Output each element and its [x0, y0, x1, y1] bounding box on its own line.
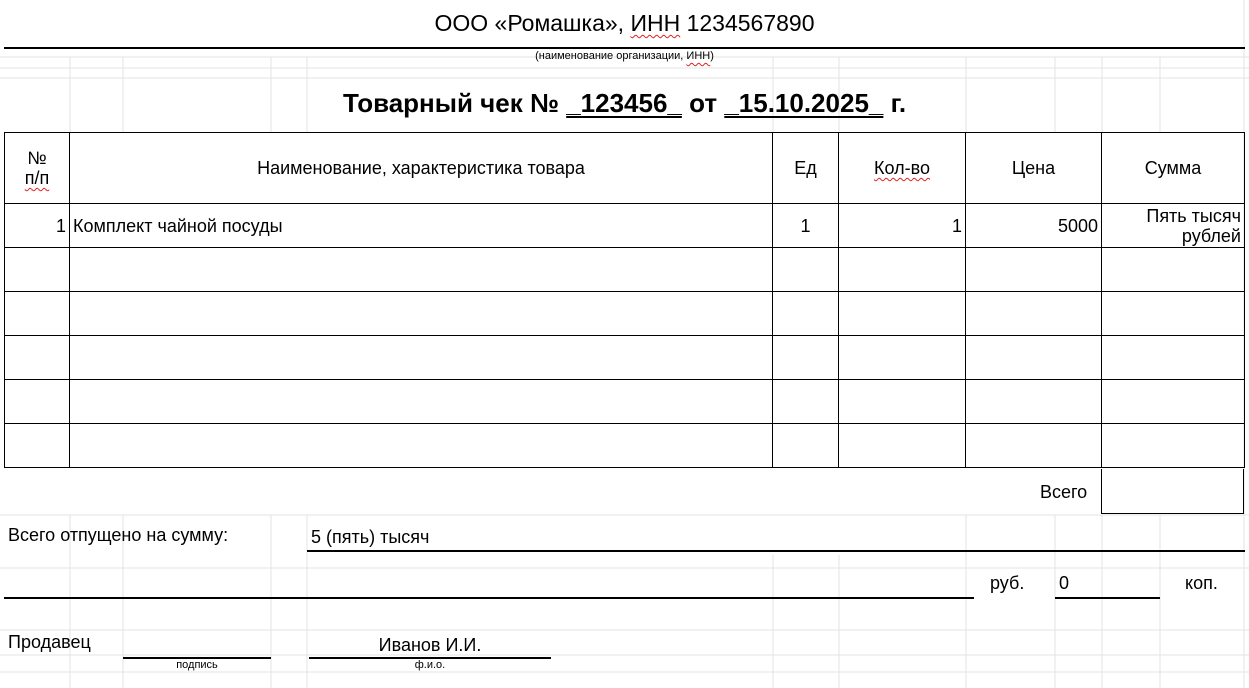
organization-underline: [4, 47, 1245, 49]
organization-inn-value: 1234567890: [680, 10, 815, 36]
row-price[interactable]: [966, 380, 1102, 424]
row-price[interactable]: [966, 292, 1102, 336]
row-num[interactable]: [5, 380, 70, 424]
row-name[interactable]: [70, 292, 773, 336]
released-label: Всего отпущено на сумму:: [8, 525, 229, 545]
released-value-underline: [307, 550, 1245, 552]
total-label: Всего: [1040, 482, 1088, 502]
organization-caption-prefix: (наименование организации,: [535, 50, 687, 62]
row-num[interactable]: [5, 248, 70, 292]
table-row: [5, 292, 1245, 336]
receipt-title-prefix: Товарный чек №: [342, 88, 559, 118]
row-unit[interactable]: [773, 336, 839, 380]
signature-caption: подпись: [176, 659, 218, 671]
table-row: [5, 336, 1245, 380]
row-name[interactable]: [70, 336, 773, 380]
row-sum-line2: рублей: [1181, 225, 1241, 246]
row-name[interactable]: [70, 248, 773, 292]
row-unit[interactable]: 1: [773, 204, 839, 248]
kop-value[interactable]: 0: [1059, 573, 1070, 593]
table-header-row: [5, 133, 1245, 204]
row-qty[interactable]: [839, 380, 966, 424]
kop-value-underline: [1055, 597, 1160, 599]
header-num-line2: п/п: [24, 168, 50, 188]
row-qty[interactable]: 1: [839, 204, 966, 248]
seller-name-caption: ф.и.о.: [414, 659, 446, 671]
table-row: [5, 380, 1245, 424]
row-price[interactable]: 5000: [966, 204, 1102, 248]
receipt-date-word: от: [689, 88, 718, 118]
row-sum[interactable]: [1102, 204, 1245, 248]
organization-caption: [0, 50, 1249, 62]
row-name[interactable]: [70, 424, 773, 468]
organization-inn-label: ИНН: [630, 10, 681, 36]
released-value[interactable]: 5 (пять) тысяч: [311, 527, 430, 547]
receipt-date: _15.10.2025_: [724, 88, 884, 118]
header-qty-label: Кол-во: [874, 158, 930, 178]
organization-name: [0, 10, 1249, 37]
released-second-line: [4, 597, 974, 599]
total-value-cell[interactable]: [1101, 469, 1244, 514]
row-num[interactable]: [5, 336, 70, 380]
header-sum: Сумма: [1102, 133, 1245, 204]
row-name[interactable]: Комплект чайной посуды: [70, 204, 773, 248]
organization-caption-suffix: ): [710, 50, 714, 62]
receipt-title: [0, 88, 1249, 119]
row-sum-line1: Пять тысяч: [1146, 205, 1241, 226]
row-price[interactable]: [966, 248, 1102, 292]
row-qty[interactable]: [839, 424, 966, 468]
row-name[interactable]: [70, 380, 773, 424]
row-unit[interactable]: [773, 248, 839, 292]
header-unit: Ед: [773, 133, 839, 204]
header-num: [5, 133, 70, 204]
items-table: [4, 132, 1245, 468]
organization-name-prefix: ООО «Ромашка»,: [434, 10, 631, 36]
seller-name[interactable]: Иванов И.И.: [378, 635, 482, 655]
table-row: [5, 204, 1245, 248]
receipt-year-suffix: г.: [890, 88, 907, 118]
row-sum[interactable]: [1102, 336, 1245, 380]
header-num-line1: №: [27, 148, 47, 168]
header-price: Цена: [966, 133, 1102, 204]
row-sum[interactable]: [1102, 424, 1245, 468]
row-sum[interactable]: [1102, 380, 1245, 424]
row-num[interactable]: [5, 292, 70, 336]
row-qty[interactable]: [839, 292, 966, 336]
row-sum[interactable]: [1102, 248, 1245, 292]
row-num[interactable]: [5, 424, 70, 468]
header-name: Наименование, характеристика товара: [70, 133, 773, 204]
row-price[interactable]: [966, 424, 1102, 468]
table-row: [5, 248, 1245, 292]
row-unit[interactable]: [773, 292, 839, 336]
row-num[interactable]: 1: [5, 204, 70, 248]
row-price[interactable]: [966, 336, 1102, 380]
row-sum[interactable]: [1102, 292, 1245, 336]
receipt-number: _123456_: [566, 88, 682, 118]
row-unit[interactable]: [773, 424, 839, 468]
organization-caption-inn: ИНН: [686, 50, 711, 62]
header-qty: [839, 133, 966, 204]
kop-label: коп.: [1185, 573, 1218, 593]
table-row: [5, 424, 1245, 468]
row-qty[interactable]: [839, 336, 966, 380]
rub-label: руб.: [990, 573, 1025, 593]
row-unit[interactable]: [773, 380, 839, 424]
seller-label: Продавец: [8, 632, 91, 652]
row-qty[interactable]: [839, 248, 966, 292]
